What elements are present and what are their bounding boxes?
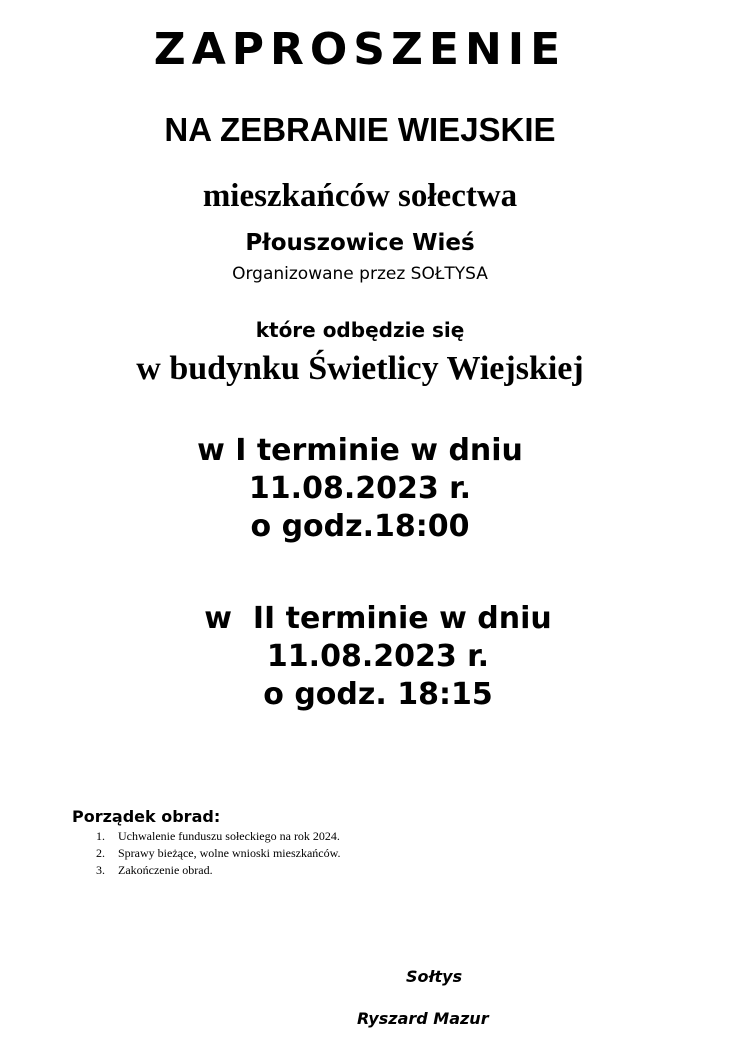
venue-place: w budynku Świetlicy Wiejskiej: [136, 350, 584, 387]
residents-line: mieszkańców sołectwa: [202, 178, 518, 214]
first-term-date: 11.08.2023 r.: [248, 471, 472, 506]
agenda-item: [96, 862, 672, 879]
agenda-section: [72, 806, 672, 879]
venue-intro: które odbędzie się: [255, 318, 465, 342]
agenda-item: [96, 845, 672, 862]
agenda-title: Porządek obrad:: [72, 807, 221, 826]
agenda-item-number: 2.: [96, 846, 105, 860]
organizer-line: Organizowane przez SOŁTYSA: [232, 264, 488, 284]
signature-role: Sołtys: [406, 967, 463, 986]
document-title: ZAPROSZENIE: [153, 24, 567, 75]
second-term-time: o godz. 18:15: [263, 677, 493, 712]
document-subtitle: NA ZEBRANIE WIEJSKIE: [164, 111, 556, 148]
second-term-block: [18, 600, 738, 714]
village-name: Płouszowice Wieś: [245, 230, 475, 256]
agenda-item-text: Uchwalenie funduszu sołeckiego na rok 2024.: [118, 829, 340, 843]
first-term-time: o godz.18:00: [250, 509, 470, 544]
first-term-label: w I terminie w dniu: [197, 433, 523, 468]
first-term-block: [0, 432, 720, 546]
agenda-list: [72, 828, 672, 879]
second-term-label: w II terminie w dniu: [204, 601, 552, 636]
signature-name: Ryszard Mazur: [357, 1009, 489, 1028]
agenda-item-text: Sprawy bieżące, wolne wnioski mieszkańców.: [118, 846, 341, 860]
second-term-date: 11.08.2023 r.: [266, 639, 490, 674]
agenda-item-number: 1.: [96, 829, 105, 843]
agenda-item: [96, 828, 672, 845]
agenda-item-number: 3.: [96, 863, 105, 877]
agenda-item-text: Zakończenie obrad.: [118, 863, 213, 877]
